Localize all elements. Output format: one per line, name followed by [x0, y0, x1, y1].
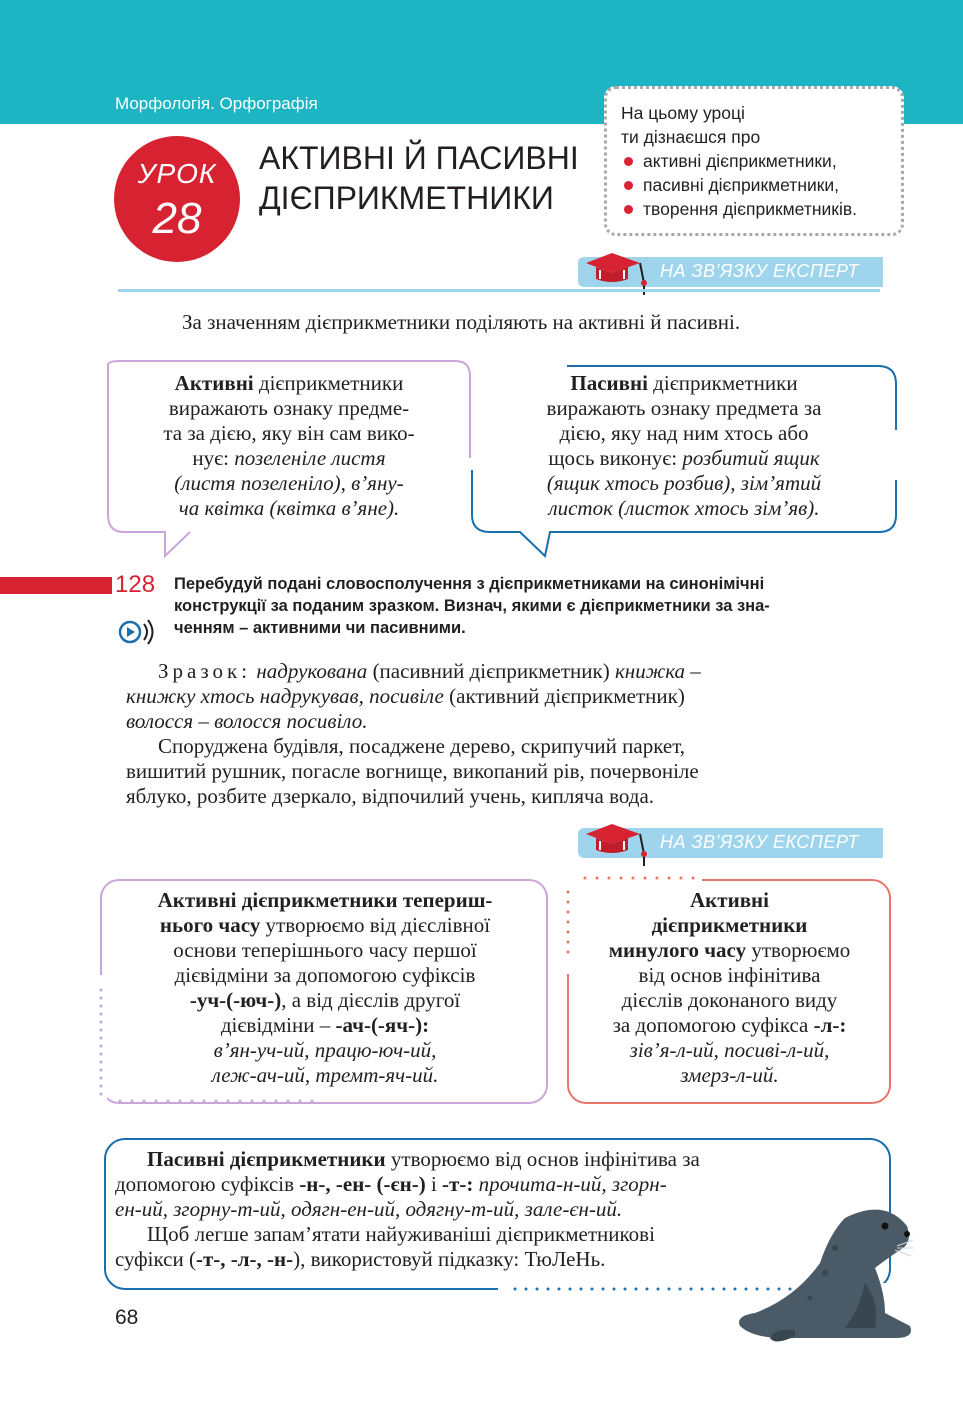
- lesson-goals-box: [604, 86, 904, 236]
- goal-item: пасивні дієприкметники,: [621, 173, 891, 197]
- lesson-badge: [114, 136, 240, 262]
- term-active: Активні: [174, 371, 254, 395]
- exercise-number: 128: [115, 571, 156, 598]
- seal-illustration: [735, 1188, 915, 1348]
- title-line-1: АКТИВНІ Й ПАСИВНІ: [259, 140, 579, 176]
- expert-label: НА ЗВ’ЯЗКУ ЕКСПЕРТ: [660, 261, 859, 281]
- expert-ribbon: [578, 257, 883, 287]
- page-number: 68: [115, 1306, 139, 1329]
- past-active-box: Активні дієприкметники минулого часу утворюємо від основ інфінітива дієслів доконаного виду за допомогою суфікса -л-: зів’я-л-ий, посиві-л-ий, змерз-л-ий.: [608, 888, 851, 1087]
- expert-label: НА ЗВ’ЯЗКУ ЕКСПЕРТ: [660, 832, 859, 852]
- title-line-2: ДІЄПРИКМЕТНИКИ: [259, 180, 554, 216]
- active-participles-bubble: Активні дієприкметники виражають ознаку предме- та за дією, яку він сам вико- нує: позеленіле листя (листя позеленіло), в’яну- ча квітка (квітка в’яне).: [163, 371, 415, 520]
- goal-item: активні дієприкметники,: [621, 149, 891, 173]
- intro-paragraph: За значенням дієприкметники поділяють на активні й пасивні.: [182, 310, 741, 334]
- goals-intro-1: На цьому уроці: [621, 103, 745, 123]
- divider-line: [118, 289, 880, 292]
- term-passive: Пасивні: [570, 371, 648, 395]
- exercise-word-list: Споруджена будівля, посаджене дерево, скрипучий паркет, вишитий рушник, погасле вогнище, викопаний рів, почервоніле яблуко, розбите дзеркало, відпочилий учень, кипляча вода.: [126, 734, 699, 808]
- sample-label: Зразок:: [158, 659, 252, 683]
- lesson-number: 28: [152, 194, 202, 243]
- section-title: Морфологія. Орфографія: [115, 94, 318, 113]
- passive-participles-bubble: Пасивні дієприкметники виражають ознаку предмета за дією, яку над ним хтось або щось виконує: розбитий ящик (ящик хтось розбив), зім’ятий листок (листок хтось зім’яв).: [546, 371, 822, 520]
- passive-formation-box: Пасивні дієприкметники утворюємо від основ інфінітива за допомогою суфіксів -н-, -ен- (-єн-) і -т-: прочита-н-ий, згорн- ен-ий, згорну-т-ий, одягн-ен-ий, одягну-т-ий, зале-єн-ий. Щоб легше запам’ятати найуживаніші дієприкметникові суфікси (-т-, -л-, -н-), використовуй підказку: ТюЛеНь.: [115, 1147, 700, 1271]
- exercise-marker-bar: [0, 577, 112, 594]
- exercise-sample: Зразок: надрукована (пасивний дієприкметник) книжка – книжку хтось надрукував, посивіле (активний дієприкметник) волосся – волосся посивіло.: [126, 659, 701, 733]
- expert-ribbon: [578, 828, 883, 858]
- goals-intro-2: ти дізнаєшся про: [621, 127, 761, 147]
- goal-item: творення дієприкметників.: [621, 197, 891, 221]
- present-active-box: Активні дієприкметники тепериш- нього часу утворюємо від дієслівної основи теперішнього часу першої дієвідміни за допомогою суфіксів -уч-(-юч-), а від дієслів другої дієвідміни – -ач-(-яч-): в’ян-уч-ий, працю-юч-ий, леж-ач-ий, тремт-яч-ий.: [157, 888, 493, 1087]
- lesson-word: УРОК: [137, 158, 217, 189]
- graduation-cap-icon: [582, 820, 652, 866]
- lesson-title: [259, 138, 579, 218]
- audio-play-icon[interactable]: [118, 618, 158, 646]
- exercise-task: Перебудуй подані словосполучення з дієприкметниками на синонімічні конструкції за поданим зразком. Визнач, якими є дієприкметники за зна- ченням – активними чи пасивними.: [174, 575, 770, 637]
